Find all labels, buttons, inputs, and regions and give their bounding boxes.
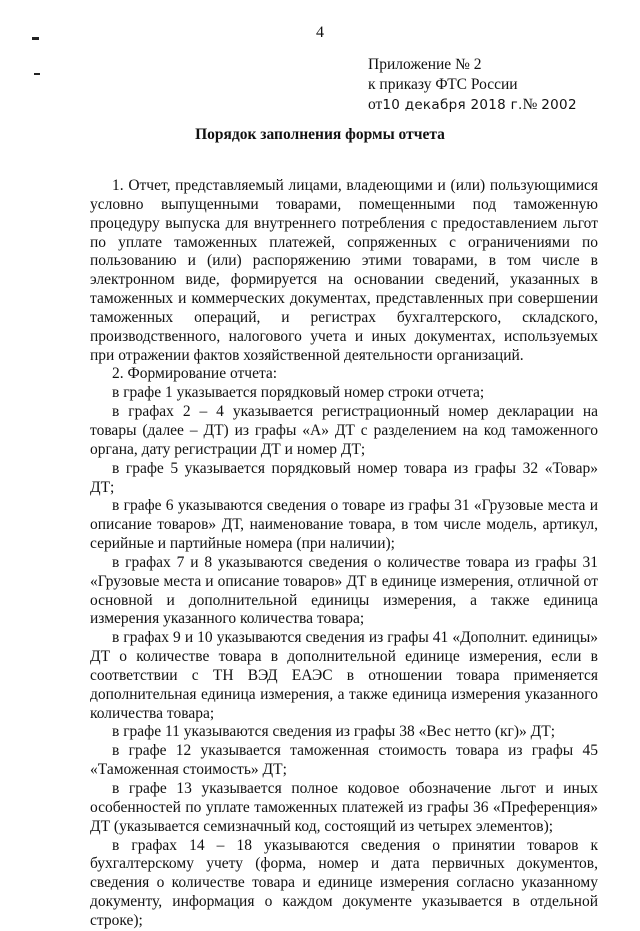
handwritten-date: 10 декабря 2018 г. [382,97,523,113]
number-prefix: № [522,96,538,113]
paragraph: в графах 14 – 18 указываются сведения о принятии товаров к бухгалтерскому учету (форма, номер и дата первичных документов, сведения о количестве товара и единице измерения согласно указанному документу, информация о каждом документе указывается в отдельной строке); [90,836,598,929]
margin-mark [34,73,40,75]
document-title: Порядок заполнения формы отчета [195,126,445,143]
paragraph: в графах 7 и 8 указываются сведения о количестве товара из графы 31 «Грузовые места и описание товаров» ДТ в единице измерения, отличной от основной и дополнительной единицы измерения, а также единица измерения указанного количества товара; [90,553,598,628]
appendix-date-line [368,95,577,115]
paragraph: в графе 12 указывается таможенная стоимость товара из графы 45 «Таможенная стоимость» ДТ; [90,742,598,779]
page-number: 4 [316,24,324,41]
paragraph: в графе 5 указывается порядковый номер товара из графы 32 «Товар» ДТ; [90,459,598,496]
paragraph: в графе 1 указывается порядковый номер строки отчета; [112,384,485,402]
appendix-title: Приложение № 2 [368,56,482,73]
appendix-block [368,55,577,115]
paragraph: в графе 11 указываются сведения из графы 38 «Вес нетто (кг)» ДТ; [112,723,556,741]
date-prefix: от [368,96,383,113]
paragraph: в графах 2 – 4 указывается регистрационный номер декларации на товары (далее – ДТ) из графы «А» ДТ с разделением на код таможенного органа, дату регистрации ДТ и номер ДТ; [90,403,598,458]
paragraph: в графах 9 и 10 указываются сведения из графы 41 «Дополнит. единицы» ДТ о количестве товара в дополнительной единице измерения, если в соответствии с ТН ВЭД ЕАЭС в отношении товара применяется дополнительная единица измерения, а также единица измерения указанного количества товара; [90,629,598,722]
paragraph: в графе 13 указывается полное кодовое обозначение льгот и иных особенностей по уплате таможенных платежей из графы 36 «Преференция» ДТ (указывается семизначный код, состоящий из четырех элементов); [90,780,598,835]
document-body [90,177,598,931]
paragraph: 1. Отчет, представляемый лицами, владеющими и (или) пользующимися условно выпущенными товарами, помещенными под таможенную процедуру выпуска для внутреннего потребления с предоставлением льгот по уплате таможенных платежей, сопряженных с ограничениями по пользованию и (или) распоряжению этими товарами, в том числе в электронном виде, формируется на основании сведений, указанных в таможенных и коммерческих документах, представленных при совершении таможенных операций, и регистрах бухгалтерского, складского, производственного, налогового учета и иных документах, используемых при отражении фактов хозяйственной деятельности организаций. [90,177,598,364]
appendix-order-ref: к приказу ФТС России [368,76,518,93]
handwritten-number: 2002 [541,97,577,113]
paragraph: 2. Формирование отчета: [112,365,278,383]
paragraph: в графе 6 указываются сведения о товаре из графы 31 «Грузовые места и описание товаров» ДТ, наименование товара, в том числе модель, артикул, серийные и партийные номера (при наличии); [90,497,598,553]
